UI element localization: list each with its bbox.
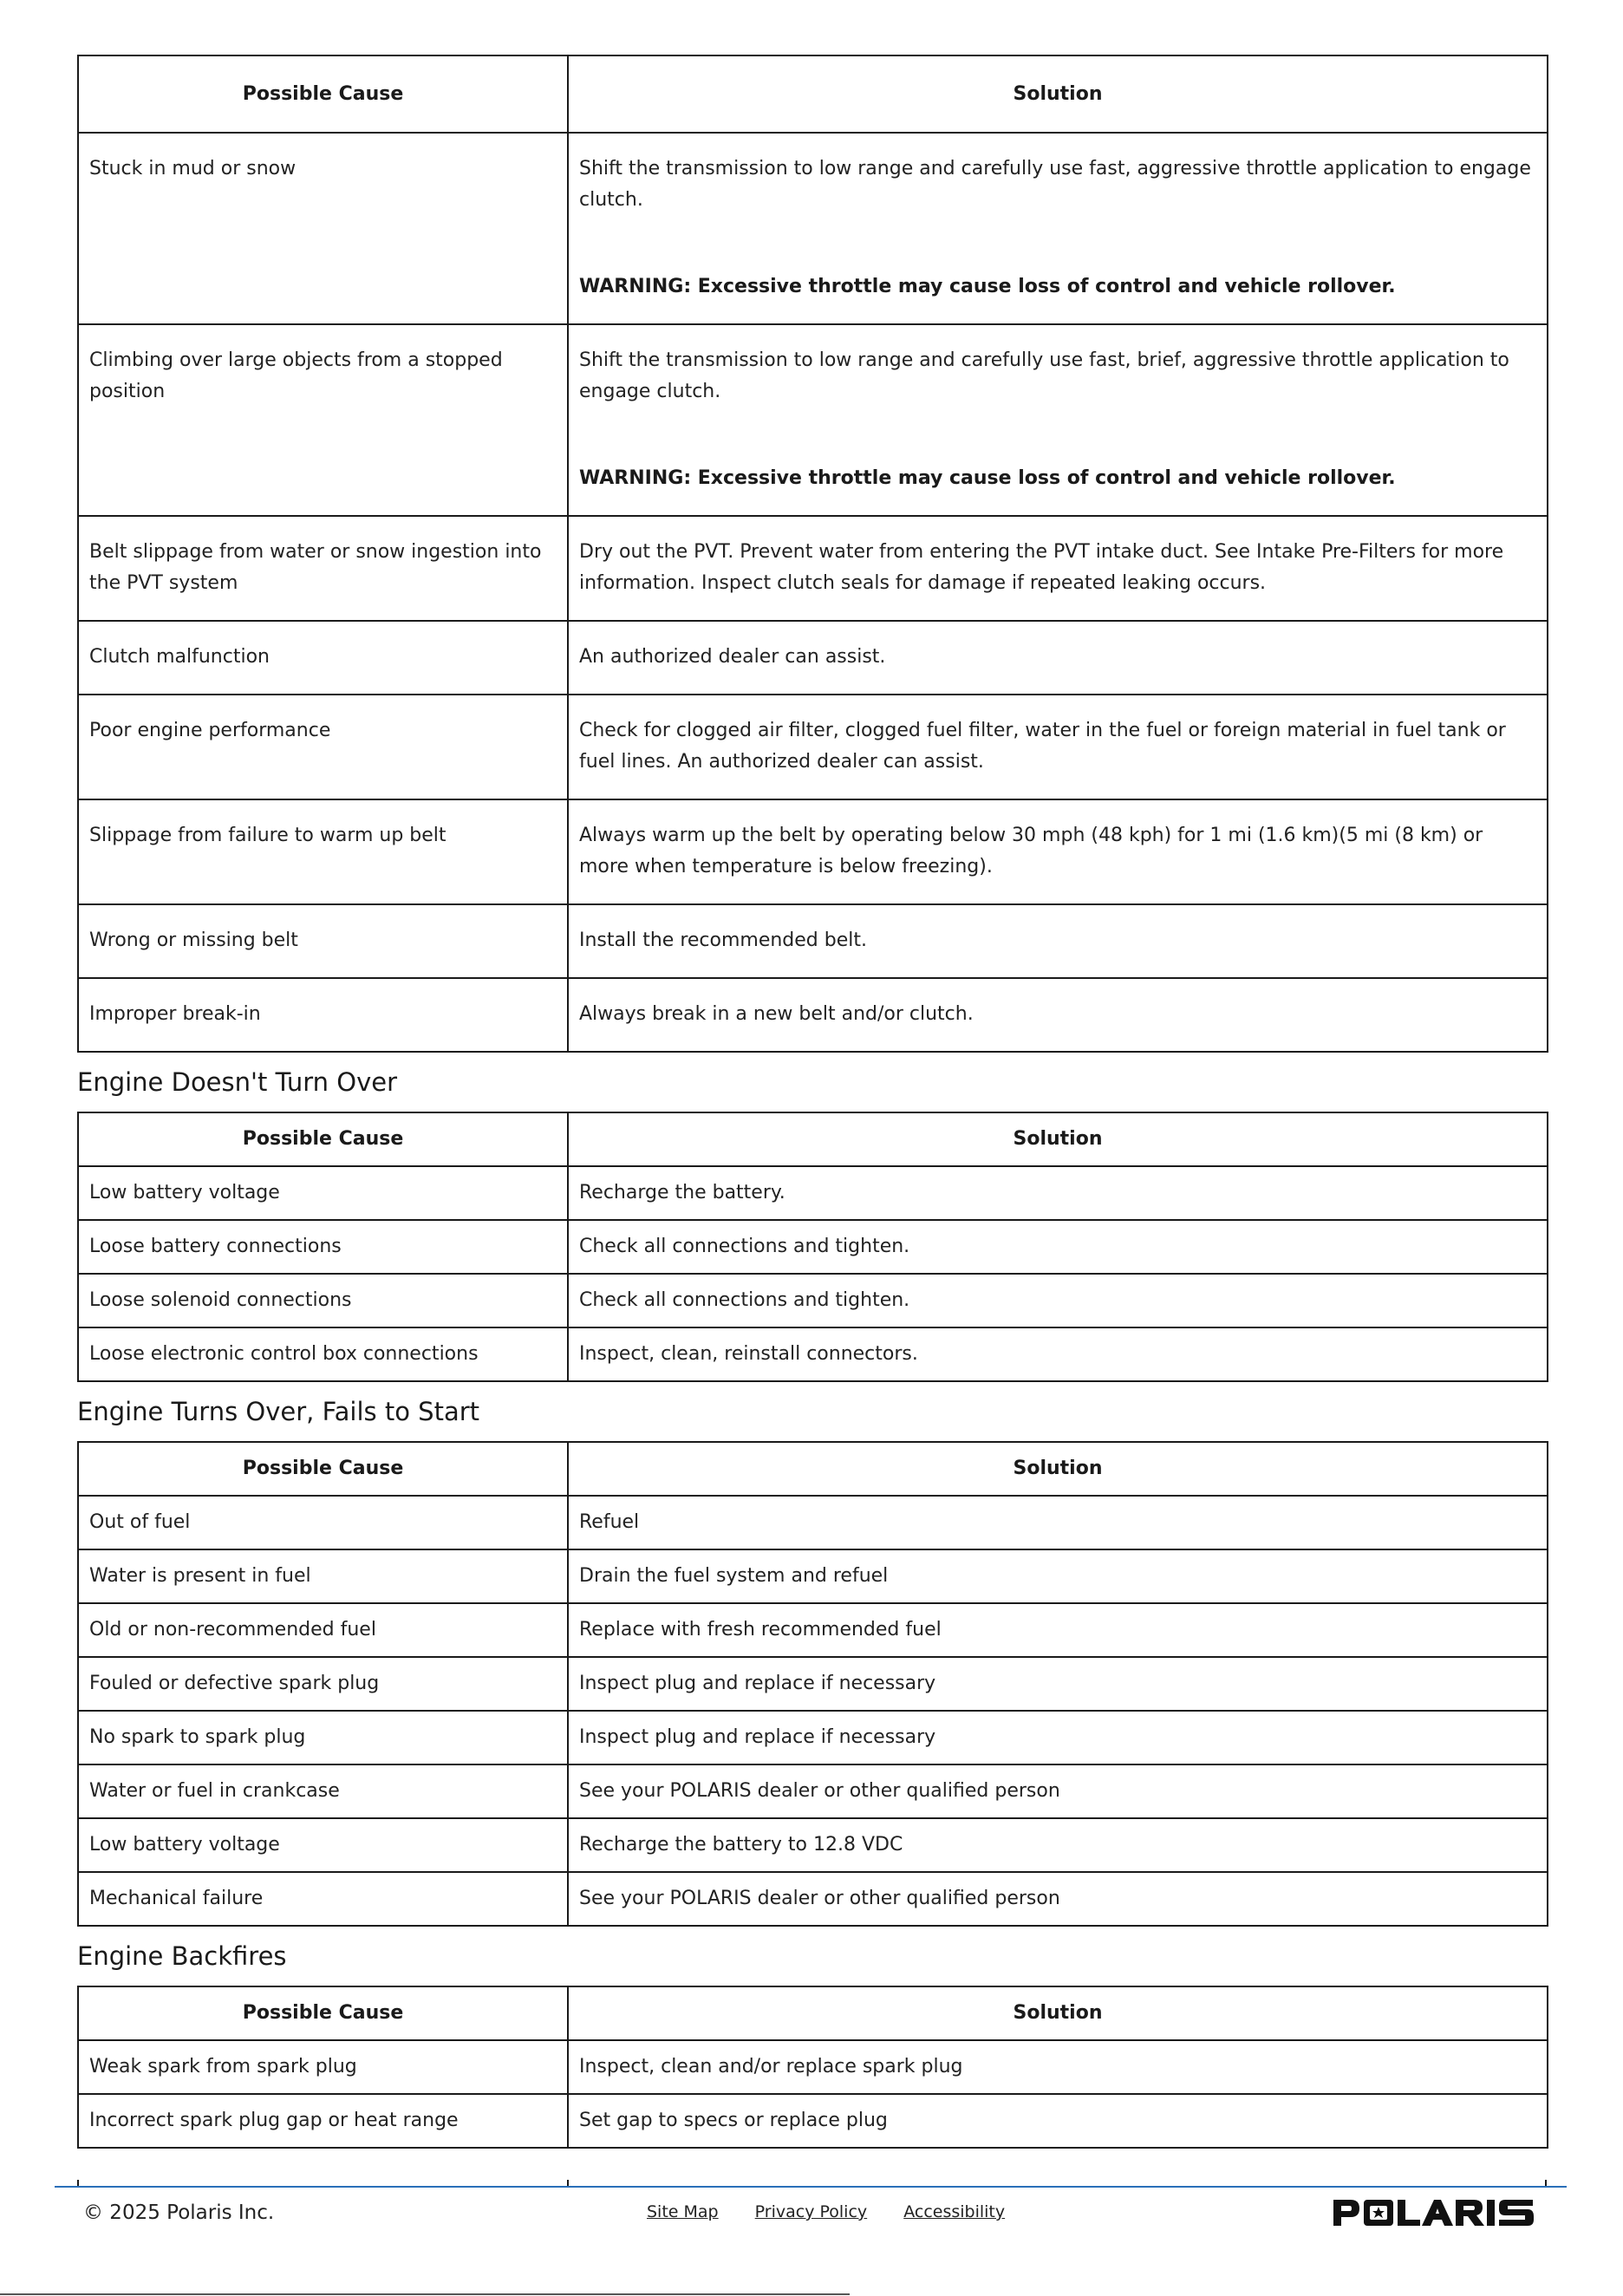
column-header-cause: Possible Cause — [78, 1986, 568, 2040]
table-row — [78, 1549, 1548, 1603]
solution-cell — [568, 324, 1548, 516]
accessibility-link[interactable]: Accessibility — [903, 2202, 1006, 2221]
troubleshooting-table-belt — [77, 55, 1548, 1053]
column-header-cause: Possible Cause — [78, 1112, 568, 1166]
cause-cell: Loose solenoid connections — [78, 1274, 568, 1327]
section-title-engine-backfires: Engine Backfires — [77, 1941, 287, 1971]
table-row — [78, 621, 1548, 695]
cause-cell: Clutch malfunction — [78, 621, 568, 695]
solution-cell: Inspect plug and replace if necessary — [568, 1711, 1548, 1764]
column-header-cause: Possible Cause — [78, 1442, 568, 1496]
copyright-text: © 2025 Polaris Inc. — [83, 2201, 275, 2224]
solution-cell: Replace with fresh recommended fuel — [568, 1603, 1548, 1657]
solution-cell: Inspect, clean, reinstall connectors. — [568, 1327, 1548, 1381]
solution-cell: Dry out the PVT. Prevent water from entering the PVT intake duct. See Intake Pre-Filters for more information. Inspect clutch seals for damage if repeated leaking occurs. — [568, 516, 1548, 621]
solution-cell: Inspect plug and replace if necessary — [568, 1657, 1548, 1711]
solution-text: Shift the transmission to low range and carefully use fast, brief, aggressive throttle application to engage clutch. — [579, 349, 1509, 402]
solution-cell: See your POLARIS dealer or other qualified person — [568, 1764, 1548, 1818]
table-header-row — [78, 1442, 1548, 1496]
troubleshooting-table-turn-over — [77, 1112, 1548, 1382]
cause-cell: Water or fuel in crankcase — [78, 1764, 568, 1818]
cause-cell: No spark to spark plug — [78, 1711, 568, 1764]
solution-cell: Recharge the battery. — [568, 1166, 1548, 1220]
table-row — [78, 1603, 1548, 1657]
privacy-policy-link[interactable]: Privacy Policy — [754, 2202, 868, 2221]
column-header-cause: Possible Cause — [78, 55, 568, 133]
table-header-row — [78, 1986, 1548, 2040]
cause-cell: Out of fuel — [78, 1496, 568, 1549]
solution-cell: Inspect, clean and/or replace spark plug — [568, 2040, 1548, 2094]
column-header-solution: Solution — [568, 1112, 1548, 1166]
cause-cell: Mechanical failure — [78, 1872, 568, 1926]
cause-cell: Climbing over large objects from a stopped position — [78, 324, 568, 516]
solution-cell: Set gap to specs or replace plug — [568, 2094, 1548, 2148]
footer-links — [647, 2202, 1036, 2221]
table-row — [78, 1166, 1548, 1220]
solution-cell: Check for clogged air filter, clogged fuel filter, water in the fuel or foreign material in fuel tank or fuel lines. An authorized dealer can assist. — [568, 695, 1548, 799]
cause-cell: Stuck in mud or snow — [78, 133, 568, 324]
section-title-engine-fails-to-start: Engine Turns Over, Fails to Start — [77, 1397, 480, 1426]
solution-cell: Refuel — [568, 1496, 1548, 1549]
table-row — [78, 1872, 1548, 1926]
cause-cell: Incorrect spark plug gap or heat range — [78, 2094, 568, 2148]
cause-cell: Loose battery connections — [78, 1220, 568, 1274]
page-edge-divider — [0, 2293, 850, 2295]
table-row — [78, 978, 1548, 1052]
column-header-solution: Solution — [568, 1986, 1548, 2040]
cause-cell: Water is present in fuel — [78, 1549, 568, 1603]
column-header-solution: Solution — [568, 55, 1548, 133]
cause-cell: Low battery voltage — [78, 1818, 568, 1872]
table-row — [78, 1327, 1548, 1381]
cause-cell: Fouled or defective spark plug — [78, 1657, 568, 1711]
table-row — [78, 1496, 1548, 1549]
solution-cell: Recharge the battery to 12.8 VDC — [568, 1818, 1548, 1872]
table-row — [78, 1764, 1548, 1818]
table-header-row — [78, 1112, 1548, 1166]
table-row — [78, 2040, 1548, 2094]
table-row — [78, 1274, 1548, 1327]
solution-cell: See your POLARIS dealer or other qualified person — [568, 1872, 1548, 1926]
table-row — [78, 2094, 1548, 2148]
cause-cell: Improper break-in — [78, 978, 568, 1052]
solution-cell: Check all connections and tighten. — [568, 1220, 1548, 1274]
cause-cell: Slippage from failure to warm up belt — [78, 799, 568, 904]
cause-cell: Wrong or missing belt — [78, 904, 568, 978]
cause-cell: Low battery voltage — [78, 1166, 568, 1220]
table-header-row — [78, 55, 1548, 133]
warning-text: WARNING: Excessive throttle may cause loss of control and vehicle rollover. — [579, 467, 1396, 489]
table-row — [78, 516, 1548, 621]
troubleshooting-table-fails-start — [77, 1441, 1548, 1927]
table-row — [78, 695, 1548, 799]
solution-cell: Install the recommended belt. — [568, 904, 1548, 978]
page-footer — [55, 2186, 1567, 2245]
site-map-link[interactable]: Site Map — [647, 2202, 719, 2221]
warning-text: WARNING: Excessive throttle may cause loss of control and vehicle rollover. — [579, 276, 1396, 297]
polaris-logo[interactable] — [1332, 2198, 1535, 2228]
table-row — [78, 799, 1548, 904]
solution-cell — [568, 133, 1548, 324]
solution-cell: An authorized dealer can assist. — [568, 621, 1548, 695]
cause-cell: Poor engine performance — [78, 695, 568, 799]
troubleshooting-table-backfires — [77, 1986, 1548, 2149]
table-row — [78, 1657, 1548, 1711]
cause-cell: Loose electronic control box connections — [78, 1327, 568, 1381]
solution-text: Shift the transmission to low range and carefully use fast, aggressive throttle application to engage clutch. — [579, 158, 1531, 211]
cause-cell: Old or non-recommended fuel — [78, 1603, 568, 1657]
cause-cell: Weak spark from spark plug — [78, 2040, 568, 2094]
table-row — [78, 1818, 1548, 1872]
table-row — [78, 1220, 1548, 1274]
solution-cell: Drain the fuel system and refuel — [568, 1549, 1548, 1603]
solution-cell: Always break in a new belt and/or clutch. — [568, 978, 1548, 1052]
solution-cell: Always warm up the belt by operating below 30 mph (48 kph) for 1 mi (1.6 km)(5 mi (8 km) or more when temperature is below freezing). — [568, 799, 1548, 904]
solution-cell: Check all connections and tighten. — [568, 1274, 1548, 1327]
table-row — [78, 904, 1548, 978]
table-row — [78, 133, 1548, 324]
section-title-engine-doesnt-turn-over: Engine Doesn't Turn Over — [77, 1067, 398, 1097]
table-row — [78, 1711, 1548, 1764]
document-content — [77, 55, 1547, 2149]
table-row — [78, 324, 1548, 516]
column-header-solution: Solution — [568, 1442, 1548, 1496]
cause-cell: Belt slippage from water or snow ingestion into the PVT system — [78, 516, 568, 621]
